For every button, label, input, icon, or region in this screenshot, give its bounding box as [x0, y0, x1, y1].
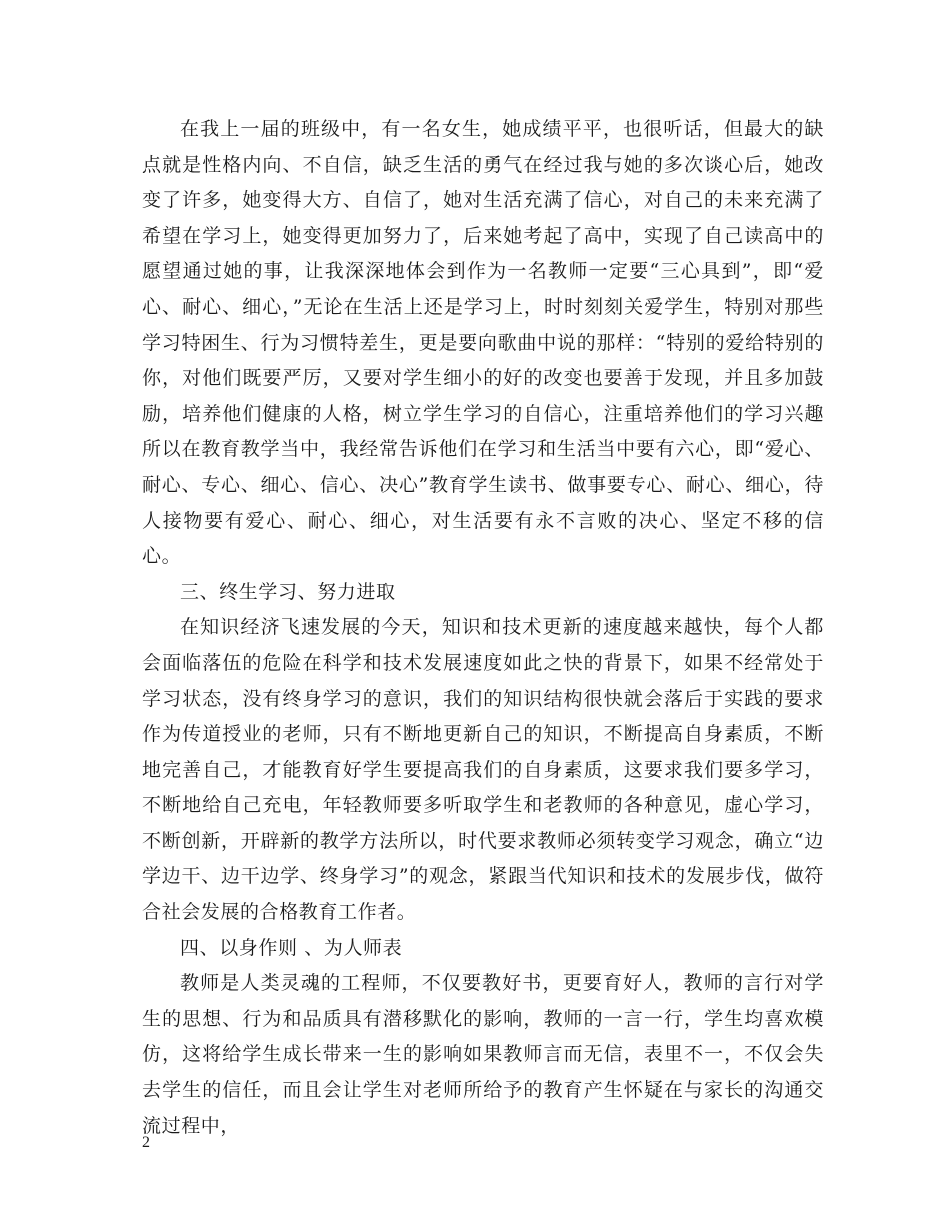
document-body — [142, 112, 824, 1144]
paragraph-lead-by-example: 教师是人类灵魂的工程师，不仅要教好书，更要育好人，教师的言行对学生的思想、行为和品质具有潜移默化的影响，教师的一言一行，学生均喜欢模仿，这将给学生成长带来一生的影响如果教师言而无信，表里不一，不仅会失去学生的信任，而且会让学生对老师所给予的教育产生怀疑在与家长的沟通交流过程中， — [142, 972, 824, 1137]
heading-lifelong-learning: 三、终生学习、努力进取 — [180, 580, 396, 603]
paragraph-student-story: 在我上一届的班级中，有一名女生，她成绩平平，也很听话，但最大的缺点就是性格内向、不自信，缺乏生活的勇气在经过我与她的多次谈心后，她改变了许多，她变得大方、自信了，她对生活充满了信心，对自己的未来充满了希望在学习上，她变得更加努力了，后来她考起了高中，实现了自己读高中的愿望通过她的事，让我深深地体会到作为一名教师一定要“三心具到”，即“爱心、耐心、细心，”无论在生活上还是学习上，时时刻刻关爱学生，特别对那些学习特困生、行为习惯特差生，更是要向歌曲中说的那样：“特别的爱给特别的你，对他们既要严厉，又要对学生细小的好的改变也要善于发现，并且多加鼓励，培养他们健康的人格，树立学生学习的自信心，注重培养他们的学习兴趣所以在教育教学当中，我经常告诉他们在学习和生活当中要有六心，即“爱心、耐心、专心、细心、信心、决心”教育学生读书、做事要专心、耐心、细心，待人接物要有爱心、耐心、细心，对生活要有永不言败的决心、坚定不移的信心。 — [142, 118, 824, 568]
page-number: 2 — [142, 1134, 150, 1151]
heading-lead-by-example: 四、以身作则 、为人师表 — [180, 936, 403, 959]
paragraph-lifelong-learning: 在知识经济飞速发展的今天，知识和技术更新的速度越来越快，每个人都会面临落伍的危险在科学和技术发展速度如此之快的背景下，如果不经常处于学习状态，没有终身学习的意识，我们的知识结构很快就会落后于实践的要求作为传道授业的老师，只有不断地更新自己的知识，不断提高自身素质，不断地完善自己，才能教育好学生要提高我们的自身素质，这要求我们要多学习，不断地给自己充电，年轻教师要多听取学生和老教师的各种意见，虚心学习，不断创新，开辟新的教学方法所以，时代要求教师必须转变学习观念，确立“边学边干、边干边学、终身学习”的观念，紧跟当代知识和技术的发展步伐，做符合社会发展的合格教育工作者。 — [142, 616, 824, 924]
